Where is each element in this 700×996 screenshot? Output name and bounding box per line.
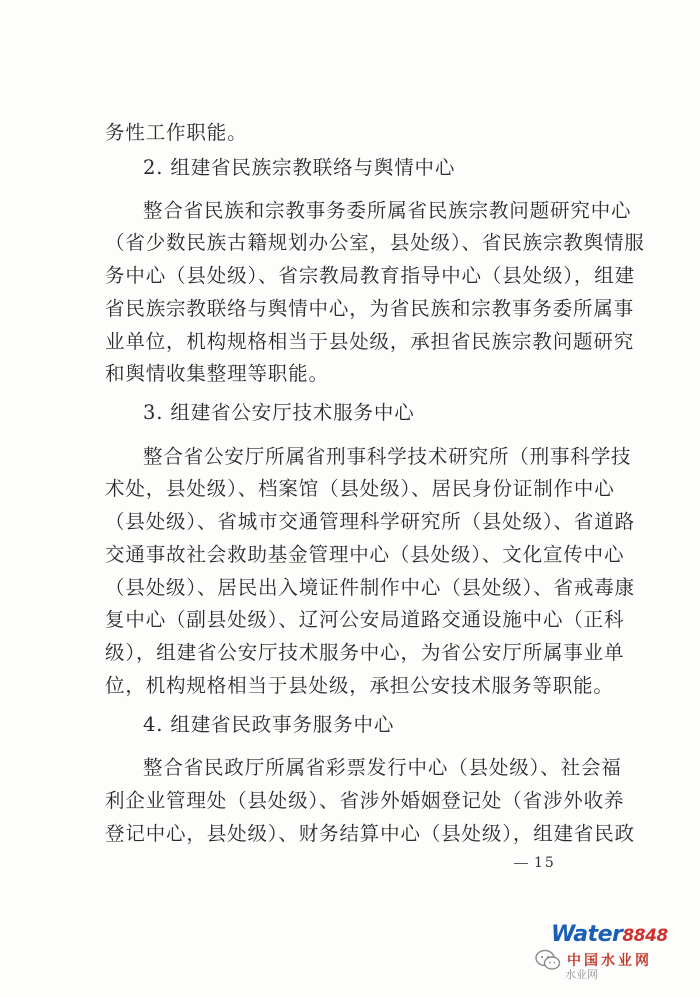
watermark-logo <box>551 922 668 947</box>
watermark <box>535 918 695 988</box>
watermark-logo-text: Water <box>551 922 623 947</box>
text-line: 整合省公安厅所属省刑事科学技术研究所（刑事科学技 <box>143 445 632 468</box>
watermark-logo-number: 8848 <box>622 926 668 946</box>
text-line: 整合省民族和宗教事务委所属省民族宗教问题研究中心 <box>143 199 632 222</box>
text-line: 登记中心，县处级）、财务结算中心（县处级），组建省民政 <box>105 822 635 845</box>
watermark-subtitle: 中国水业网 <box>567 953 652 969</box>
text-line: 位，机构规格相当于县处级，承担公安技术服务等职能。 <box>105 674 614 697</box>
text-line: 复中心（副县处级）、辽河公安局道路交通设施中心（正科 <box>105 608 625 631</box>
text-line: 和舆情收集整理等职能。 <box>105 362 329 385</box>
text-line: 交通事故社会救助基金管理中心（县处级）、文化宣传中心 <box>105 543 625 566</box>
text-line: （县处级）、居民出入境证件制作中心（县处级）、省戒毒康 <box>105 576 635 599</box>
text-line: （县处级）、省城市交通管理科学研究所（县处级）、省道路 <box>105 510 635 533</box>
watermark-chat-label: 水业网 <box>565 968 598 981</box>
text-line: 利企业管理处（县处级）、省涉外婚姻登记处（省涉外收养 <box>105 789 625 812</box>
page-number-value: 15 <box>534 855 556 871</box>
text-line: 务性工作职能。 <box>105 121 248 144</box>
section-heading: 4. 组建省民政事务服务中心 <box>143 713 395 736</box>
section-heading: 2. 组建省民族宗教联络与舆情中心 <box>143 156 456 179</box>
text-line: 整合省民政厅所属省彩票发行中心（县处级）、社会福 <box>143 756 622 779</box>
text-line: 省民族宗教联络与舆情中心，为省民族和宗教事务委所属事 <box>105 297 635 320</box>
wechat-icon <box>535 948 561 972</box>
text-line: 务中心（县处级）、省宗教局教育指导中心（县处级），组建 <box>105 264 635 287</box>
page-number-dash <box>514 863 528 864</box>
text-line: （省少数民族古籍规划办公室，县处级）、省民族宗教舆情服 <box>105 231 645 254</box>
page-number <box>508 855 556 871</box>
section-heading: 3. 组建省公安厅技术服务中心 <box>143 401 415 424</box>
text-line: 业单位，机构规格相当于县处级，承担省民族宗教问题研究 <box>105 330 635 353</box>
text-line: 术处，县处级）、档案馆（县处级）、居民身份证制作中心 <box>105 477 615 500</box>
text-line: 级），组建省公安厅技术服务中心，为省公安厅所属事业单 <box>105 641 625 664</box>
